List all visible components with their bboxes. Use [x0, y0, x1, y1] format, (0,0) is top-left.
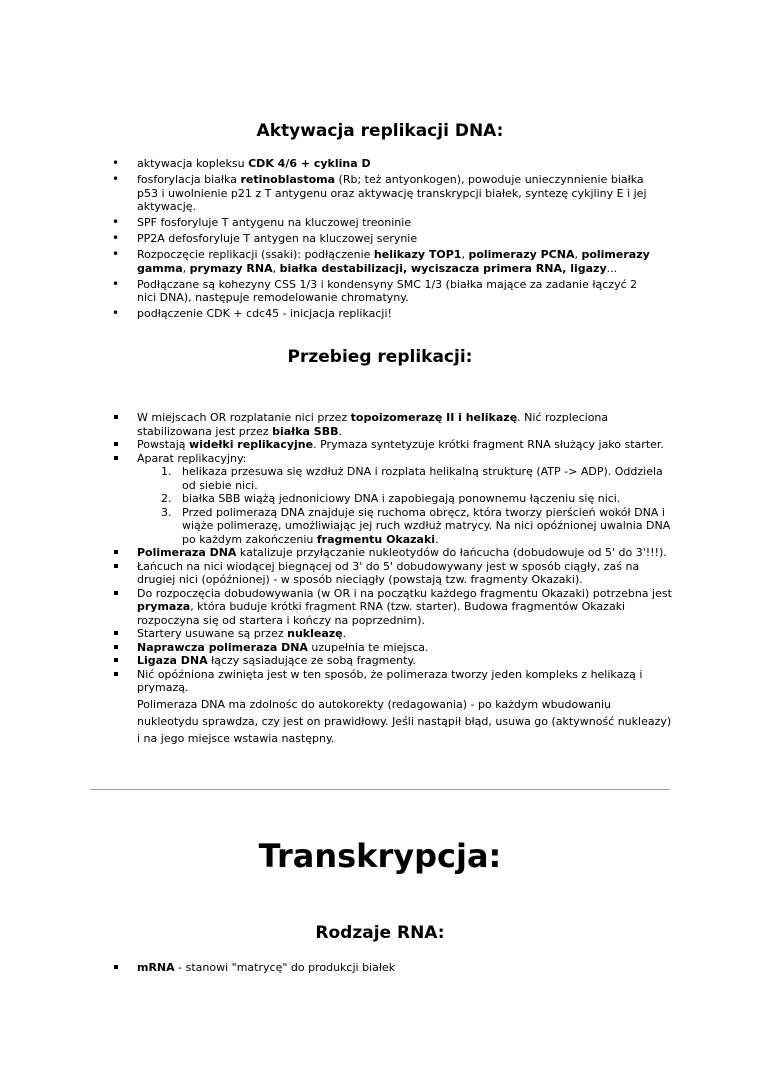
list-item: • Rozpoczęcie replikacji (ssaki): podłączenie helikazy TOP1, polimerazy PCNA, polimerazy gamma, prymazy RNA, białka destabilizacji, wyciszacza primera RNA, ligazy...	[137, 248, 657, 275]
list-aktywacja	[137, 157, 657, 323]
list-item: Aparat replikacyjny: 1. helikaza przesuwa się wzdłuż DNA i rozplata helikalną strukturę (ATP -> ADP). Oddziela od siebie nici. 2. białka SBB wiążą jednoniciowy DNA i zapobiegają ponownemu łączeniu się nici. 3. Przed polimerazą DNA znajduje się ruchoma obręcz, która tworzy pierścień wokół DNA i wiąże polimerazę, umożliwiając jej ruch wzdłuż matrycy. Na nici opóźnionej uwalnia DNA po każdym zakończeniu fragmentu Okazaki.	[137, 451, 671, 546]
list-przebieg	[137, 411, 672, 747]
section-divider	[90, 789, 670, 790]
list-item: • podłączenie CDK + cdc45 - inicjacja replikacji!	[137, 307, 657, 321]
list-item: • PP2A defosforyluje T antygen na kluczowej serynie	[137, 232, 657, 246]
heading-rodzaje-rna: Rodzaje RNA:	[315, 923, 445, 943]
sublist-aparat	[137, 465, 672, 546]
list-item: Do rozpoczęcia dobudowywania (w OR i na początku każdego fragmentu Okazaki) potrzebna jest prymaza, która buduje krótki fragment RNA (tzw. starter). Budowa fragmentów Okazaki rozpoczyna się od startera i kończy na poprzednim).	[137, 586, 672, 627]
list-item: • fosforylacja białka retinoblastoma (Rb; też antyonkogen), powoduje unieczynnienie białka p53 i uwolnienie p21 z T antygenu oraz aktywację transkrypcji białek, syntezę cykjliny E i jej aktywację.	[137, 173, 657, 214]
list-item: Ligaza DNA łączy sąsiadujące ze sobą fragmenty.	[137, 654, 672, 668]
list-item: mRNA - stanowi "matrycę" do produkcji białek	[137, 961, 672, 975]
heading-aktywacja-replikacji: Aktywacja replikacji DNA:	[256, 121, 504, 141]
list-item: Łańcuch na nici wiodącej biegnącej od 3' do 5' dobudowywany jest w sposób ciągły, zaś na drugiej nici (opóźnionej) - w sposób nieciągły (powstają tzw. fragmenty Okazaki).	[137, 560, 672, 587]
list-item: Naprawcza polimeraza DNA uzupełnia te miejsca.	[137, 641, 672, 655]
list-rodzaje-rna	[137, 961, 672, 975]
sublist-item: 1. helikaza przesuwa się wzdłuż DNA i rozplata helikalną strukturę (ATP -> ADP). Oddziela od siebie nici.	[161, 465, 663, 492]
list-item: • aktywacja kopleksu CDK 4/6 + cyklina D	[137, 157, 657, 171]
list-item: Polimeraza DNA katalizuje przyłączanie nukleotydów do łańcucha (dobudowuje od 5' do 3'!!!).	[137, 546, 672, 560]
list-item: • SPF fosforyluje T antygenu na kluczowej treoninie	[137, 216, 657, 230]
title-transkrypcja: Transkrypcja:	[258, 837, 502, 875]
heading-przebieg-replikacji: Przebieg replikacji:	[287, 347, 473, 367]
list-item: Nić opóźniona zwinięta jest w ten sposób, że polimeraza tworzy jeden kompleks z helikazą i prymazą.	[137, 668, 672, 695]
list-item: Powstają widełki replikacyjne. Prymaza syntetyzuje krótki fragment RNA służący jako starter.	[137, 438, 672, 452]
list-item: • Podłączane są kohezyny CSS 1/3 i kondensyny SMC 1/3 (białka mające za zadanie łączyć 2 nici DNA), następuje remodelowanie chromatyny.	[137, 278, 657, 305]
list-item: W miejscach OR rozplatanie nici przez topoizomerazę II i helikazę. Nić rozpleciona stabilizowana jest przez białka SBB.	[137, 411, 672, 438]
paragraph-autokorekta: Polimeraza DNA ma zdolnośc do autokorekty (redagowania) - po każdym wbudowaniu nukleotydu sprawdza, czy jest on prawidłowy. Jeśli nastąpił błąd, usuwa go (aktywność nukleazy) i na jego miejsce wstawia następny.	[137, 697, 672, 745]
list-item: Startery usuwane są przez nukleazę.	[137, 627, 672, 641]
sublist-item: 2. białka SBB wiążą jednoniciowy DNA i zapobiegają ponownemu łączeniu się nici.	[161, 492, 621, 505]
sublist-item: 3. Przed polimerazą DNA znajduje się ruchoma obręcz, która tworzy pierścień wokół DNA i wiąże polimerazę, umożliwiając jej ruch wzdłuż matrycy. Na nici opóźnionej uwalnia DNA po każdym zakończeniu fragmentu Okazaki.	[161, 505, 671, 546]
